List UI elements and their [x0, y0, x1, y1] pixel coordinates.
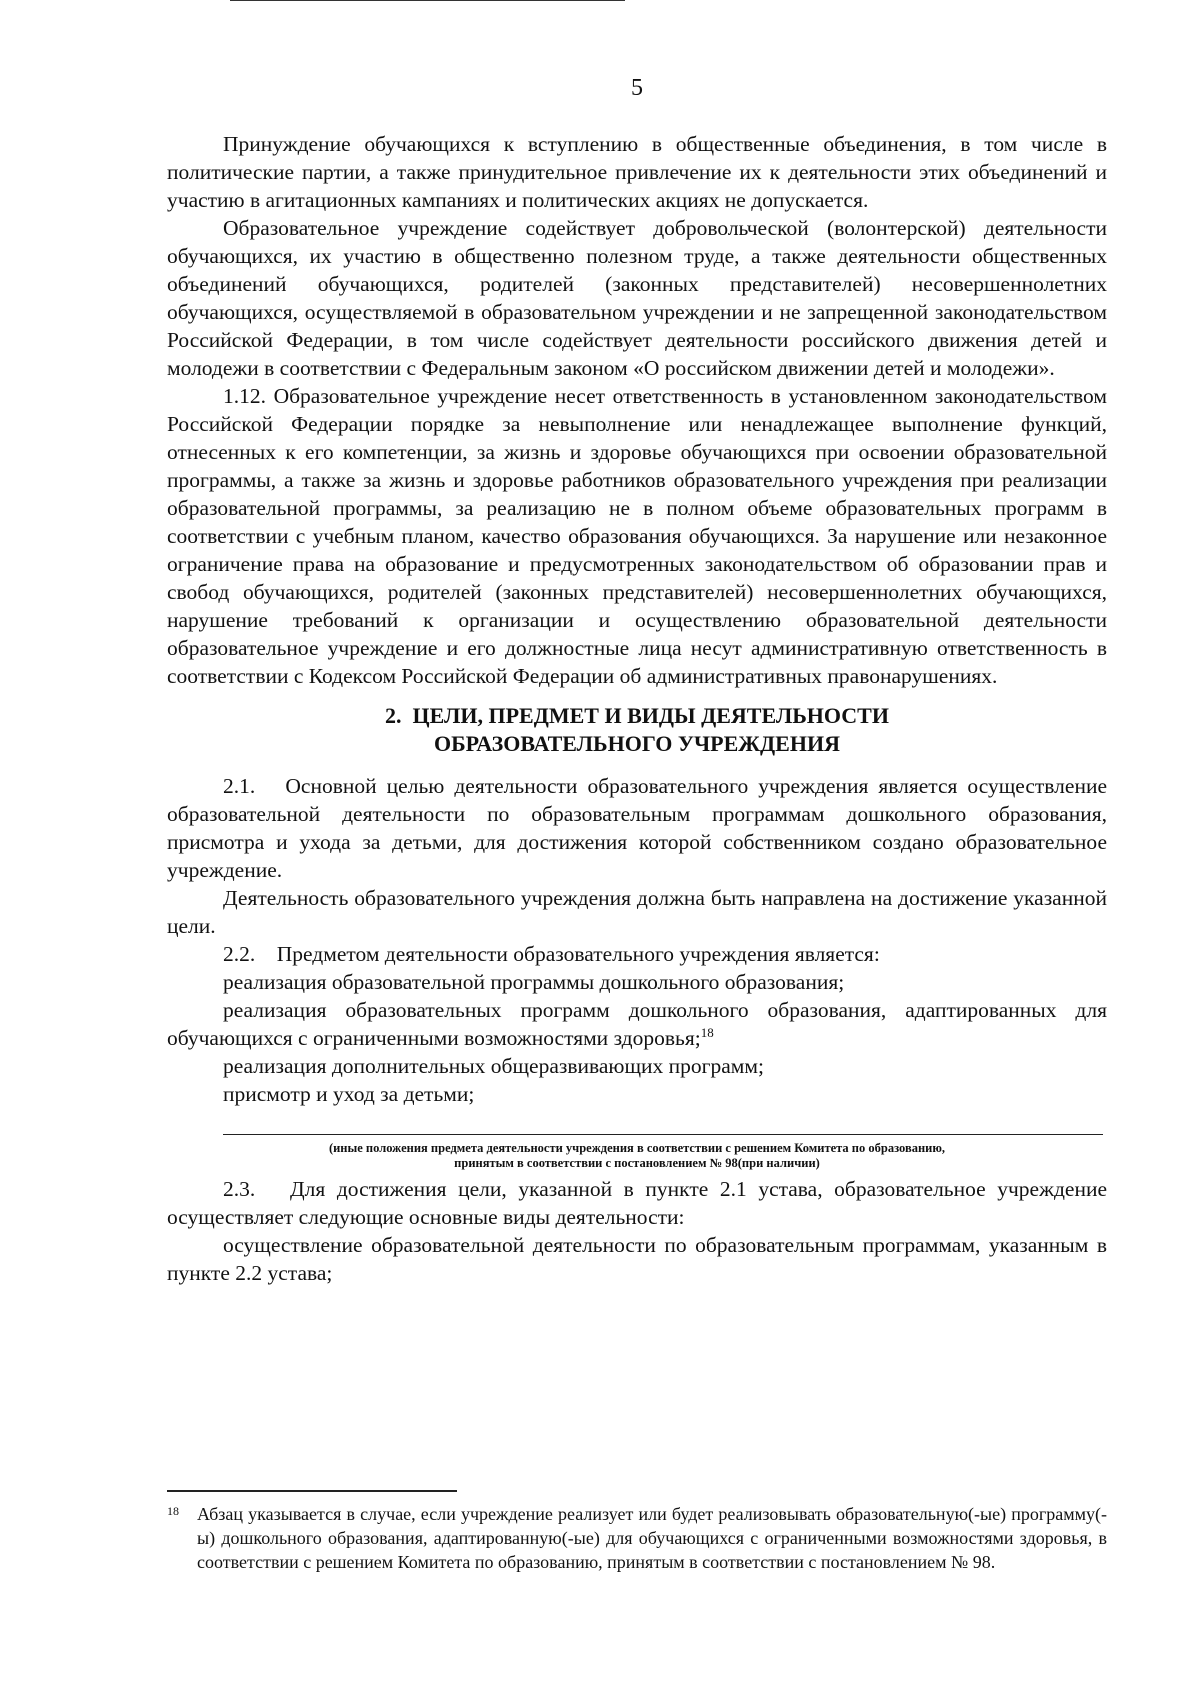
fill-in-note	[167, 1141, 1107, 1171]
footnote	[167, 1502, 1107, 1574]
list-item-adapted-programs-text: реализация образовательных программ дошкольного образования, адаптированных для обучающихся с ограниченными возможностями здоровья;	[167, 998, 1107, 1050]
fill-in-line	[223, 1116, 1103, 1135]
section-2-heading-line2: ОБРАЗОВАТЕЛЬНОГО УЧРЕЖДЕНИЯ	[434, 731, 840, 756]
list-item-adapted-programs	[167, 996, 1107, 1052]
paragraph-coercion: Принуждение обучающихся к вступлению в общественные объединения, в том числе в политические партии, а также принудительное привлечение их к деятельности этих объединений и участию в агитационных кампаниях и политических акциях не допускается.	[167, 132, 1107, 212]
paragraph-2-1: 2.1. Основной целью деятельности образовательного учреждения является осуществление образовательной деятельности по образовательным программам дошкольного образования, присмотра и ухода за детьми, для достижения которой собственником создано образовательное учреждение.	[167, 774, 1107, 882]
footnote-separator	[167, 1490, 457, 1492]
section-2-heading-line1: 2. ЦЕЛИ, ПРЕДМЕТ И ВИДЫ ДЕЯТЕЛЬНОСТИ	[385, 703, 889, 728]
list-item-additional-programs: реализация дополнительных общеразвивающих программ;	[223, 1054, 764, 1078]
fill-in-note-line2: принятым в соответствии с постановлением № 98(при наличии)	[454, 1156, 820, 1170]
section-2-heading	[167, 702, 1107, 758]
fill-in-note-line1: (иные положения предмета деятельности учреждения в соответствии с решением Комитета по образованию,	[328, 1141, 946, 1155]
document-page	[167, 0, 1107, 1697]
page-number: 5	[631, 75, 643, 101]
list-item-educational-activity: осуществление образовательной деятельности по образовательным программам, указанным в пункте 2.2 устава;	[167, 1233, 1107, 1285]
footnote-text: Абзац указывается в случае, если учреждение реализует или будет реализовывать образовательную(-ые) программу(-ы) дошкольного образования, адаптированную(-ые) для обучающихся с ограниченными возможностями здоровья, в соответствии с решением Комитета по образованию, принятым в соответствии с постановлением № 98.	[197, 1504, 1107, 1572]
paragraph-volunteer: Образовательное учреждение содействует добровольческой (волонтерской) деятельности обучающихся, их участию в общественно полезном труде, а также деятельности общественных объединений обучающихся, родителей (законных представителей) несовершеннолетних обучающихся, осуществляемой в образовательном учреждении и не запрещенной законодательством Российской Федерации, в том числе содействует деятельности российского движения детей и молодежи в соответствии с Федеральным законом «О российском движении детей и молодежи».	[167, 216, 1107, 380]
paragraph-1-12: 1.12. Образовательное учреждение несет ответственность в установленном законодательством Российской Федерации порядке за невыполнение или ненадлежащее выполнение функций, отнесенных к его компетенции, за жизнь и здоровье обучающихся при освоении образовательной программы, а также за жизнь и здоровье работников образовательного учреждения при реализации образовательной программы, за реализацию не в полном объеме образовательных программ в соответствии с учебным планом, качество образования обучающихся. За нарушение или незаконное ограничение права на образование и предусмотренных законодательством об образовании прав и свобод обучающихся, родителей (законных представителей) несовершеннолетних обучающихся, нарушение требований к организации и осуществлению образовательной деятельности образовательное учреждение и его должностные лица несут административную ответственность в соответствии с Кодексом Российской Федерации об административных правонарушениях.	[167, 384, 1107, 688]
footnote-mark: 18	[167, 1504, 179, 1518]
footnote-reference: 18	[700, 1024, 714, 1040]
paragraph-2-3: 2.3. Для достижения цели, указанной в пункте 2.1 устава, образовательное учреждение осуществляет следующие основные виды деятельности:	[167, 1177, 1107, 1229]
list-item-preschool-program: реализация образовательной программы дошкольного образования;	[223, 970, 845, 994]
paragraph-goal: Деятельность образовательного учреждения должна быть направлена на достижение указанной цели.	[167, 886, 1107, 938]
document-body	[167, 130, 1107, 1287]
paragraph-2-2: 2.2. Предметом деятельности образовательного учреждения является:	[223, 942, 880, 966]
list-item-childcare: присмотр и уход за детьми;	[223, 1082, 475, 1106]
